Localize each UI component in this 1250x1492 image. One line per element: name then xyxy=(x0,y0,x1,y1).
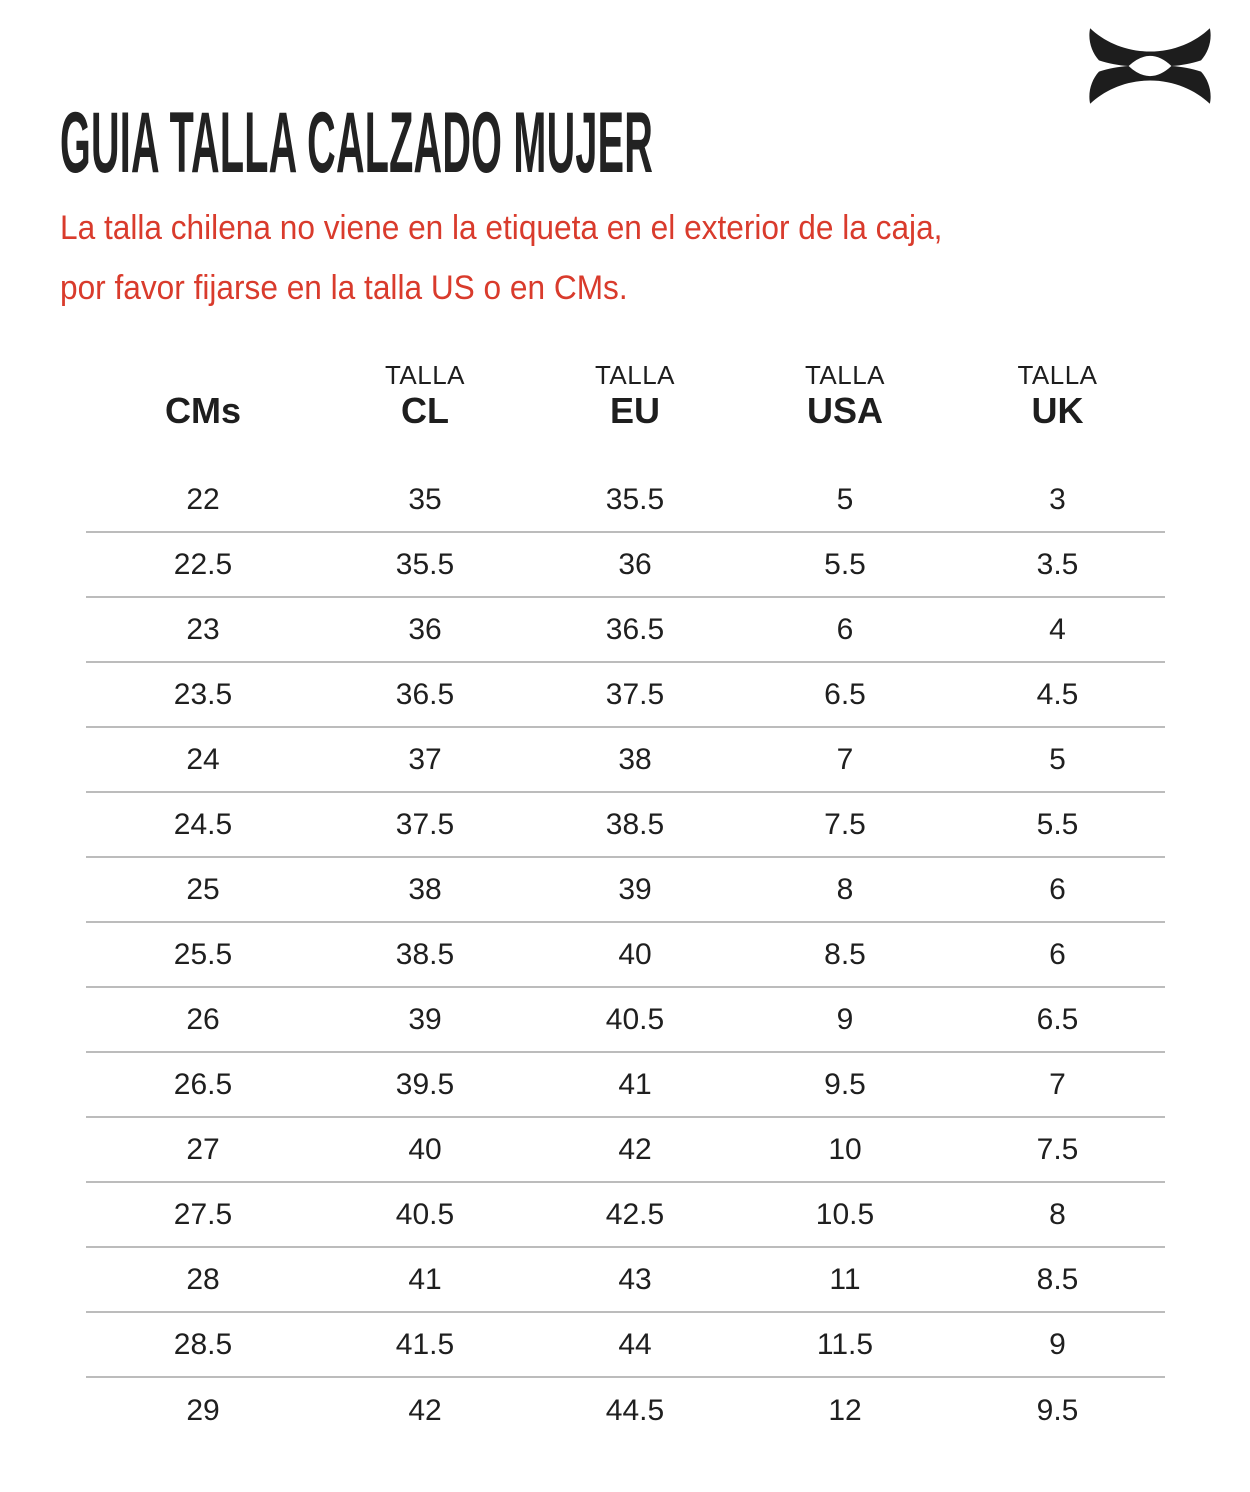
table-row xyxy=(86,1053,1165,1118)
table-cell: 36.5 xyxy=(605,612,665,646)
note-line-2: por favor fijarse en la talla US o en CMs. xyxy=(60,269,628,307)
column-header-top-label: TALLA xyxy=(804,360,886,390)
table-cell: 43 xyxy=(618,1262,652,1296)
table-cell: 5.5 xyxy=(1036,807,1079,841)
table-cell: 23 xyxy=(186,612,220,646)
size-table-body xyxy=(86,468,1165,1443)
table-row xyxy=(86,1248,1165,1313)
table-cell: 7.5 xyxy=(1036,1132,1079,1166)
table-row xyxy=(86,1378,1165,1443)
table-cell: 5.5 xyxy=(824,547,866,581)
note-text xyxy=(60,198,942,318)
table-cell: 7.5 xyxy=(824,807,866,841)
table-cell: 40.5 xyxy=(395,1197,455,1231)
table-cell: 5 xyxy=(1049,742,1066,776)
table-cell: 9.5 xyxy=(1036,1393,1079,1427)
table-cell: 41.5 xyxy=(395,1327,455,1361)
table-cell: 6.5 xyxy=(1036,1002,1079,1036)
table-cell: 4.5 xyxy=(1036,677,1079,711)
column-header-top-label: TALLA xyxy=(384,360,466,390)
table-cell: 5 xyxy=(836,482,854,516)
table-cell: 29 xyxy=(186,1393,220,1427)
page-title: GUIA TALLA CALZADO MUJER xyxy=(60,95,654,191)
table-cell: 8.5 xyxy=(824,937,866,971)
table-cell: 42 xyxy=(408,1393,442,1427)
table-cell: 12 xyxy=(828,1393,862,1427)
column-header-main-label: CL xyxy=(401,390,449,431)
table-cell: 28 xyxy=(186,1262,220,1296)
column-header-cl xyxy=(320,360,530,432)
table-cell: 40.5 xyxy=(605,1002,665,1036)
column-header-main-label: CMs xyxy=(164,390,241,431)
table-cell: 36.5 xyxy=(395,677,455,711)
table-cell: 9 xyxy=(1049,1327,1066,1361)
table-cell: 38.5 xyxy=(395,937,455,971)
table-cell: 8.5 xyxy=(1036,1262,1079,1296)
table-row xyxy=(86,598,1165,663)
table-cell: 42 xyxy=(618,1132,652,1166)
size-table-header xyxy=(86,360,1165,432)
table-cell: 44.5 xyxy=(605,1393,665,1427)
column-header-top-label xyxy=(86,360,320,390)
table-cell: 11 xyxy=(829,1262,861,1296)
table-cell: 42.5 xyxy=(605,1197,665,1231)
table-cell: 3.5 xyxy=(1036,547,1079,581)
table-cell: 6 xyxy=(1049,937,1066,971)
table-cell: 26 xyxy=(186,1002,220,1036)
table-cell: 6.5 xyxy=(824,677,866,711)
column-header-cms xyxy=(86,360,320,432)
table-cell: 37.5 xyxy=(395,807,455,841)
table-cell: 4 xyxy=(1049,612,1066,646)
table-cell: 9 xyxy=(836,1002,854,1036)
table-cell: 35 xyxy=(408,482,442,516)
table-cell: 38 xyxy=(618,742,652,776)
note-line-1: La talla chilena no viene en la etiqueta en el exterior de la caja, xyxy=(60,209,943,247)
table-cell: 24.5 xyxy=(173,807,233,841)
table-cell: 40 xyxy=(618,937,652,971)
table-cell: 39.5 xyxy=(395,1067,455,1101)
table-row xyxy=(86,728,1165,793)
table-cell: 8 xyxy=(1049,1197,1066,1231)
table-cell: 9.5 xyxy=(824,1067,866,1101)
table-cell: 27 xyxy=(186,1132,220,1166)
table-row xyxy=(86,468,1165,533)
column-header-main-label: USA xyxy=(806,390,883,431)
table-cell: 7 xyxy=(1049,1067,1066,1101)
table-cell: 35.5 xyxy=(605,482,665,516)
table-cell: 22.5 xyxy=(173,547,233,581)
table-cell: 10.5 xyxy=(815,1197,875,1231)
table-cell: 11.5 xyxy=(816,1327,874,1361)
table-row xyxy=(86,1183,1165,1248)
table-cell: 38.5 xyxy=(605,807,665,841)
table-cell: 3 xyxy=(1049,482,1066,516)
table-cell: 27.5 xyxy=(173,1197,233,1231)
table-cell: 25.5 xyxy=(173,937,233,971)
column-header-uk xyxy=(950,360,1165,432)
table-row xyxy=(86,793,1165,858)
table-cell: 24 xyxy=(186,742,220,776)
table-cell: 44 xyxy=(618,1327,652,1361)
under-armour-logo-icon xyxy=(1087,28,1213,104)
table-row xyxy=(86,533,1165,598)
table-cell: 36 xyxy=(618,547,652,581)
table-row xyxy=(86,988,1165,1053)
table-cell: 41 xyxy=(618,1067,652,1101)
table-cell: 36 xyxy=(408,612,442,646)
table-row xyxy=(86,663,1165,728)
column-header-top-label: TALLA xyxy=(1017,360,1098,390)
table-cell: 23.5 xyxy=(173,677,233,711)
table-cell: 39 xyxy=(618,872,652,906)
table-cell: 6 xyxy=(1049,872,1066,906)
table-cell: 37.5 xyxy=(605,677,665,711)
size-table xyxy=(86,360,1165,1443)
table-cell: 35.5 xyxy=(395,547,455,581)
table-row xyxy=(86,923,1165,988)
table-cell: 25 xyxy=(186,872,220,906)
table-cell: 10 xyxy=(828,1132,862,1166)
table-cell: 38 xyxy=(408,872,442,906)
table-cell: 6 xyxy=(836,612,854,646)
table-cell: 7 xyxy=(836,742,854,776)
table-cell: 8 xyxy=(836,872,854,906)
table-cell: 22 xyxy=(186,482,220,516)
table-cell: 26.5 xyxy=(173,1067,233,1101)
table-cell: 37 xyxy=(408,742,442,776)
table-row xyxy=(86,1313,1165,1378)
column-header-eu xyxy=(530,360,740,432)
table-cell: 28.5 xyxy=(173,1327,233,1361)
table-cell: 40 xyxy=(408,1132,442,1166)
table-row xyxy=(86,1118,1165,1183)
table-cell: 39 xyxy=(408,1002,442,1036)
column-header-top-label: TALLA xyxy=(594,360,676,390)
column-header-main-label: EU xyxy=(609,390,660,431)
column-header-main-label: UK xyxy=(1031,390,1084,431)
table-row xyxy=(86,858,1165,923)
table-cell: 41 xyxy=(408,1262,442,1296)
column-header-usa xyxy=(740,360,950,432)
